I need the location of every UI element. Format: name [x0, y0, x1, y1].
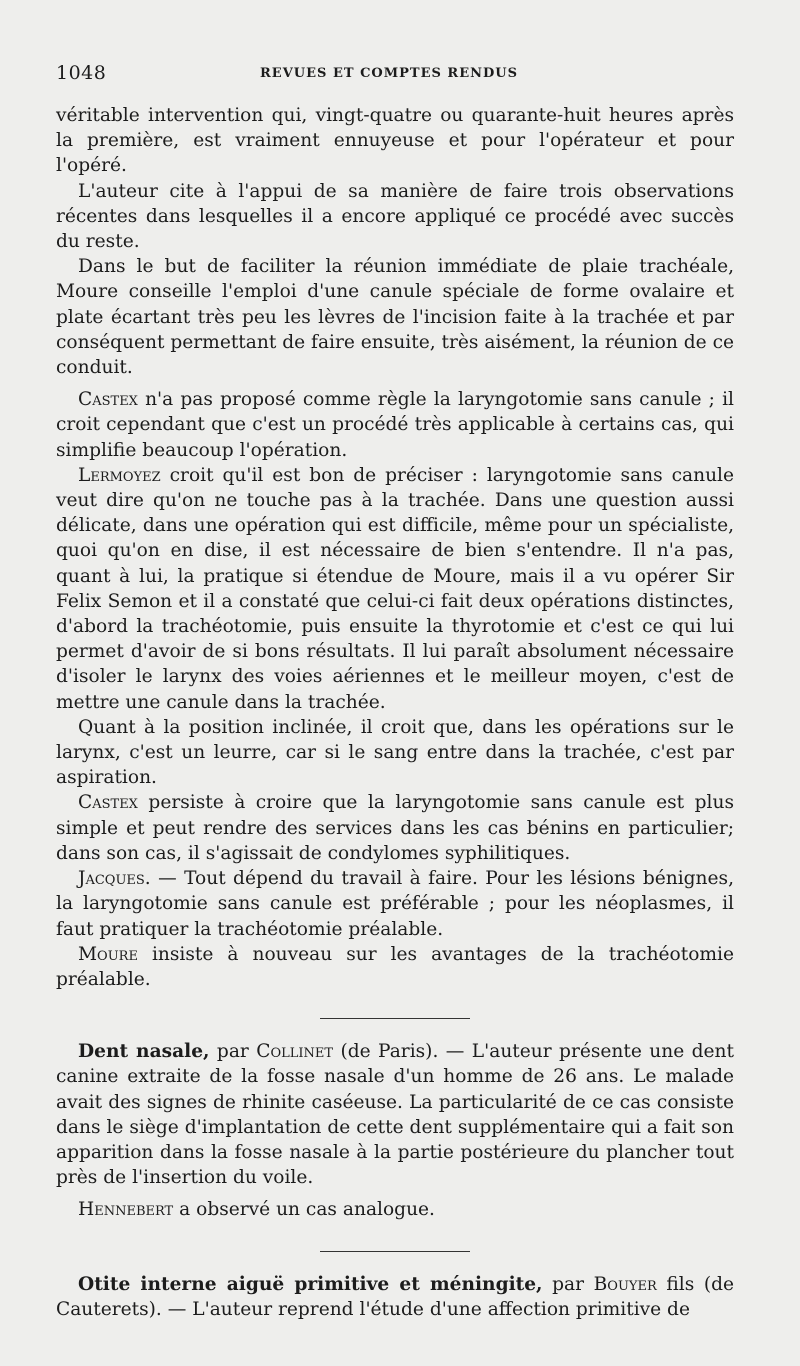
paragraph-text: croit qu'il est bon de préciser : laryngotomie sans canule veut dire qu'on ne touche pas à la trachée. Dans une question aussi délicate, dans une opération qui est difficile, même pour un spécialiste, quoi qu'on en dise, il est nécessaire de bien s'entendre. Il n'a pas, quant à lui, la pratique si étendue de Moure, mais il a vu opérer Sir Felix Semon et il a constaté que celui-ci fait deux opérations distinctes, d'abord la trachéotomie, puis ensuite la thyrotomie et c'est ce qui lui permet d'avoir de si bons résultats. Il lui paraît absolument nécessaire d'isoler le larynx des voies aériennes et le meilleur moyen, c'est de mettre une canule dans la trachée. — [56, 464, 734, 713]
speaker-name: Jacques. — [78, 868, 151, 890]
paragraph-text: (de Paris). — L'auteur présente une dent canine extraite de la fosse nasale d'un homme de 26 ans. Le malade avait des signes de rhinite caséeuse. La particularité de ce cas consiste dans le siège d'implantation de cette dent supplémentaire qui a fait son apparition dans la fosse nasale à la partie postérieure du plancher tout près de l'insertion du voile. — [56, 1041, 734, 1189]
paragraph-text: fils (de Cauterets). — L'auteur reprend l'étude d'une affection primitive de — [56, 1273, 735, 1320]
speaker-name: Lermoyez — [78, 464, 161, 486]
paragraph — [56, 942, 734, 992]
paragraph — [56, 790, 734, 866]
body-text — [56, 103, 734, 1322]
page-number: 1048 — [56, 62, 107, 84]
paragraph-text: persiste à croire que la laryngotomie sans canule est plus simple et peut rendre des services dans les cas bénins en particulier; dans son cas, il s'agissait de condylomes syphilitiques. — [56, 792, 734, 864]
paragraph: L'auteur cite à l'appui de sa manière de faire trois observations récentes dans lesquelles il a encore appliqué ce procédé avec succès du reste. — [56, 180, 734, 253]
by-text: par — [209, 1041, 257, 1063]
paragraph-text: a observé un cas analogue. — [173, 1199, 435, 1221]
section-paragraph — [56, 1039, 734, 1190]
author-name: Collinet — [256, 1041, 334, 1063]
paragraph: véritable intervention qui, vingt-quatre ou quarante-huit heures après la première, est vraiment ennuyeuse et pour l'opérateur et pour l'opéré. — [56, 105, 734, 177]
paragraph — [56, 387, 734, 463]
paragraph-text: — Tout dépend du travail à faire. Pour les lésions bénignes, la laryngotomie sans canule est préférable ; pour les néoplasmes, il faut pratiquer la trachéotomie préalable. — [56, 868, 734, 940]
speaker-name: Castex — [78, 792, 138, 814]
by-text: par — [542, 1273, 594, 1295]
section-divider — [320, 1018, 470, 1019]
running-head: REVUES ET COMPTES RENDUS — [260, 66, 518, 81]
paragraph — [56, 463, 734, 715]
page-header — [56, 62, 746, 86]
speaker-name: Hennebert — [78, 1199, 174, 1221]
section-paragraph — [56, 1272, 734, 1322]
paragraph-text: n'a pas proposé comme règle la laryngotomie sans canule ; il croit cependant que c'est un procédé très applicable à certains cas, qui simplifie beaucoup l'opération. — [56, 389, 734, 461]
speaker-name: Castex — [78, 389, 138, 411]
paragraph — [56, 866, 734, 942]
speaker-name: Moure — [78, 943, 138, 965]
section-divider — [320, 1251, 470, 1252]
paragraph: Dans le but de faciliter la réunion immédiate de plaie trachéale, Moure conseille l'emploi d'une canule spéciale de forme ovalaire et plate écartant très peu les lèvres de l'incision faite à la trachée et par conséquent permettant de faire ensuite, très aisément, la réunion de ce conduit. — [56, 256, 734, 379]
author-name: Bouyer — [593, 1273, 657, 1295]
paragraph — [56, 1197, 734, 1222]
section-title: Dent nasale, — [78, 1041, 210, 1063]
paragraph: Quant à la position inclinée, il croit que, dans les opérations sur le larynx, c'est un leurre, car si le sang entre dans la trachée, c'est par aspiration. — [56, 716, 734, 789]
section-title: Otite interne aiguë primitive et méningite, — [78, 1273, 543, 1295]
paragraph-text: insiste à nouveau sur les avantages de la trachéotomie préalable. — [56, 943, 734, 990]
